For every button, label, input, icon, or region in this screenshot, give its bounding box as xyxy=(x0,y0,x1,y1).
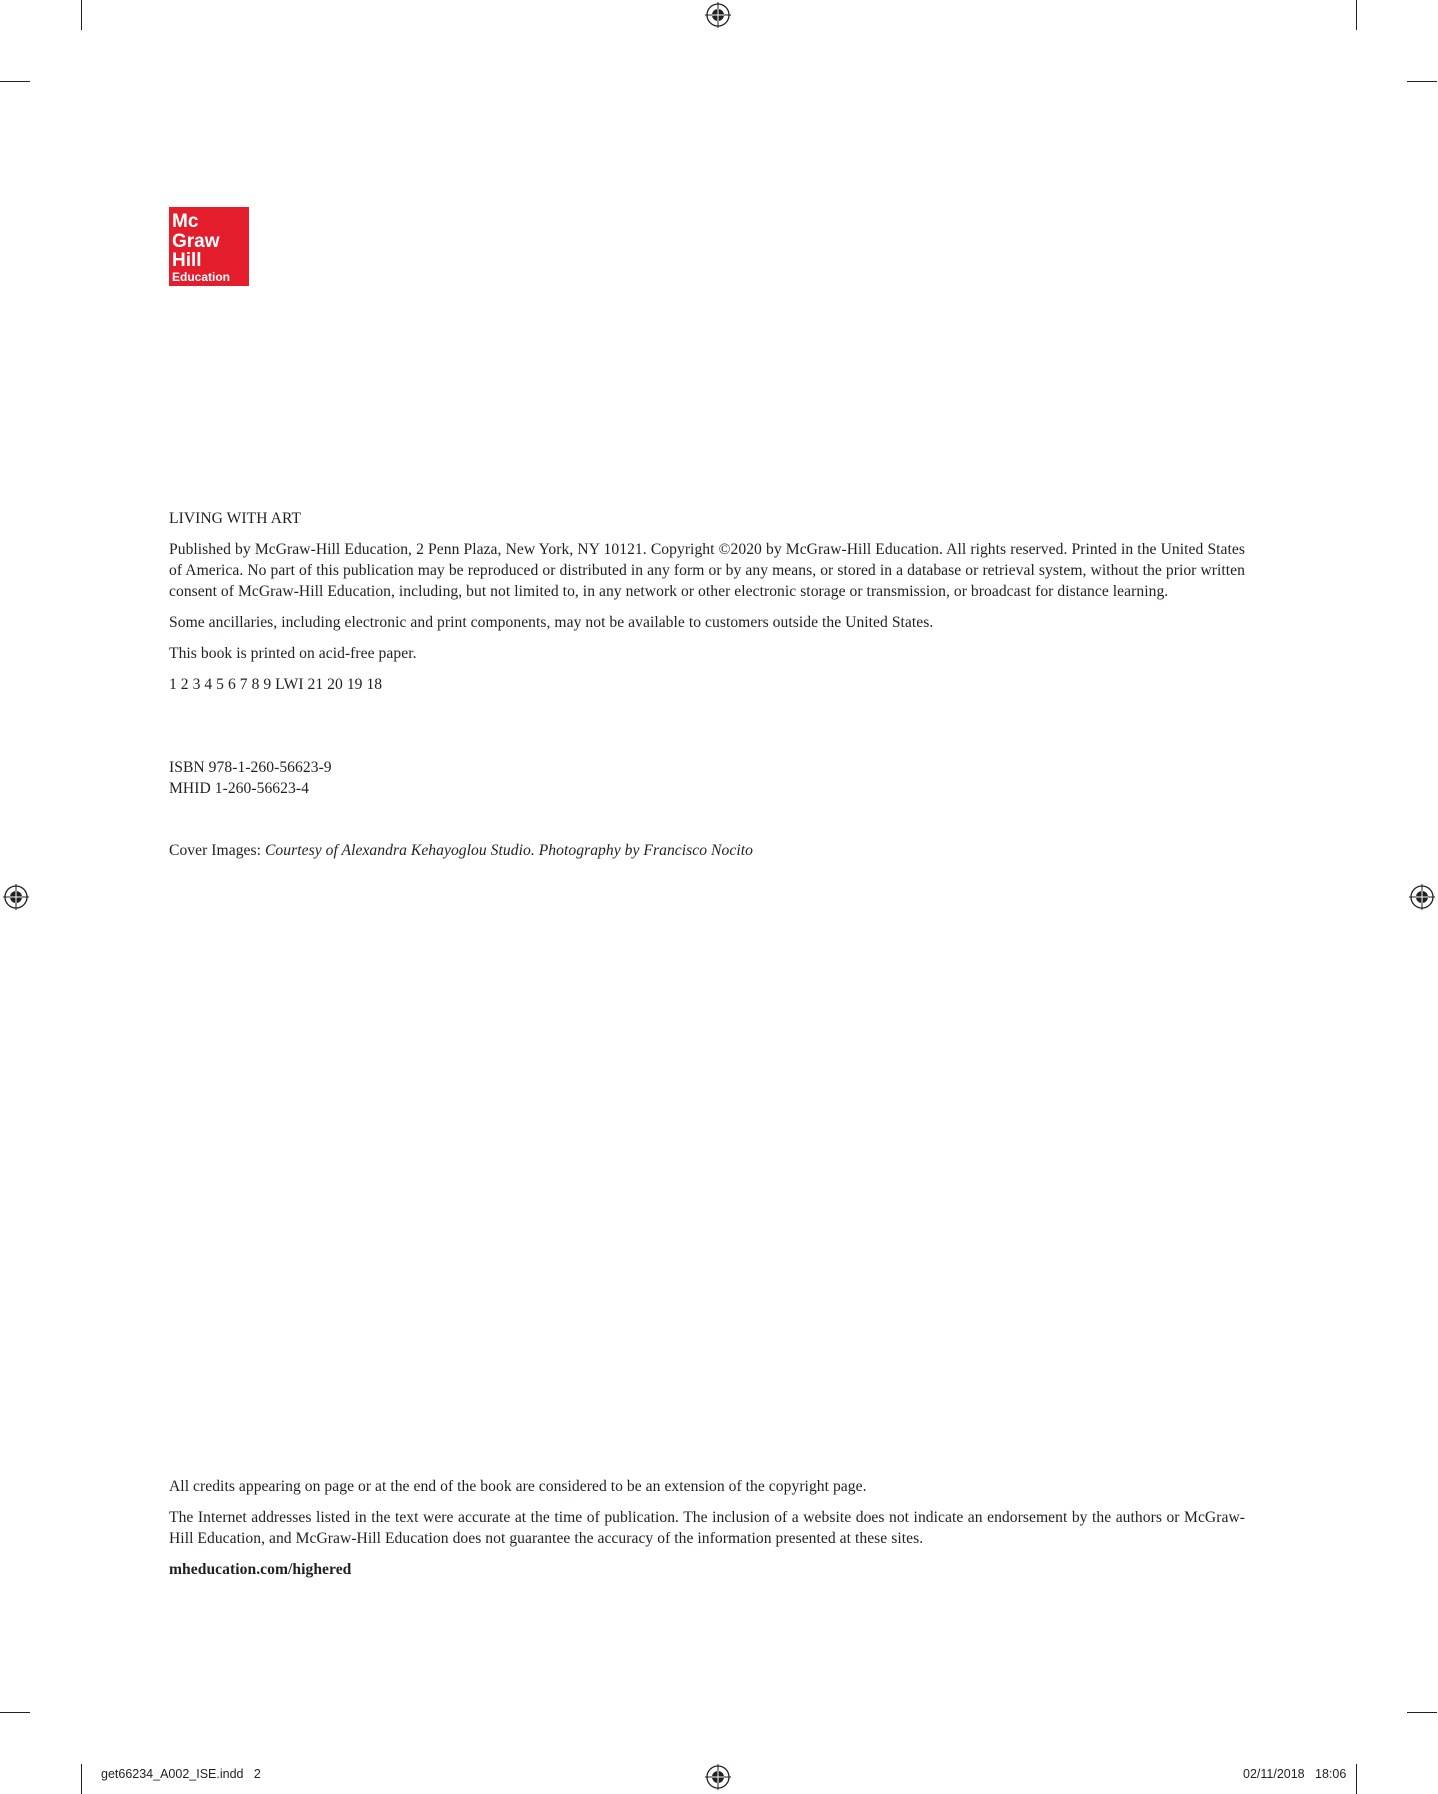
slug-filename: get66234_A002_ISE.indd 2 xyxy=(101,1767,261,1781)
copyright-notice: Published by McGraw-Hill Education, 2 Penn Plaza, New York, NY 10121. Copyright ©2020 by McGraw-Hill Education. All rights reserved. Printed in the United States of America. No part of this publication may be reproduced or distributed in any form or by any means, or stored in a database or retrieval system, without the prior written consent of McGraw-Hill Education, including, but not limited to, in any network or other electronic storage or transmission, or broadcast for distance learning. xyxy=(169,541,1245,600)
cover-credit-text: Courtesy of Alexandra Kehayoglou Studio. Photography by Francisco Nocito xyxy=(264,842,753,859)
registration-mark-top-icon xyxy=(705,2,731,28)
isbn: ISBN 978-1-260-56623-9 xyxy=(169,759,332,776)
crop-mark-left-bottom xyxy=(0,1712,30,1713)
ancillaries-notice: Some ancillaries, including electronic and print components, may not be available to customers outside the United States. xyxy=(169,614,934,631)
credits-notice: All credits appearing on page or at the end of the book are considered to be an extension of the copyright page. xyxy=(169,1478,867,1495)
registration-mark-bottom-icon xyxy=(705,1764,731,1790)
crop-mark-right-top xyxy=(1407,81,1437,82)
crop-mark-bottom-right xyxy=(1356,1764,1357,1794)
book-title: LIVING WITH ART xyxy=(169,510,302,527)
internet-disclaimer: The Internet addresses listed in the text were accurate at the time of publication. The inclusion of a website does not indicate an endorsement by the authors or McGraw-Hill Education, and McGraw-Hill Education does not guarantee the accuracy of the information presented at these sites. xyxy=(169,1509,1245,1547)
logo-line-mc: Mc xyxy=(172,211,199,232)
printing-line: 1 2 3 4 5 6 7 8 9 LWI 21 20 19 18 xyxy=(169,676,383,693)
cover-credit xyxy=(169,840,1245,861)
identifiers-block xyxy=(169,757,1245,799)
footer-notices xyxy=(169,1476,1245,1590)
registration-mark-left-icon xyxy=(3,884,29,910)
cover-credit-label: Cover Images: xyxy=(169,842,265,859)
crop-mark-right-bottom xyxy=(1407,1712,1437,1713)
logo-line-graw: Graw xyxy=(172,231,220,252)
logo-line-hill: Hill xyxy=(172,250,202,271)
paper-notice: This book is printed on acid-free paper. xyxy=(169,645,417,662)
website-url: mheducation.com/highered xyxy=(169,1561,352,1578)
mhid: MHID 1-260-56623-4 xyxy=(169,780,309,797)
crop-mark-left-top xyxy=(0,81,30,82)
crop-mark-bottom-left xyxy=(81,1764,82,1794)
slug-datetime: 02/11/2018 18:06 xyxy=(1243,1767,1347,1781)
registration-mark-right-icon xyxy=(1409,884,1435,910)
publication-block xyxy=(169,539,1245,705)
publisher-logo xyxy=(169,207,249,286)
crop-mark-top-right xyxy=(1356,0,1357,30)
logo-line-education: Education xyxy=(172,270,231,284)
crop-mark-top-left xyxy=(81,0,82,30)
